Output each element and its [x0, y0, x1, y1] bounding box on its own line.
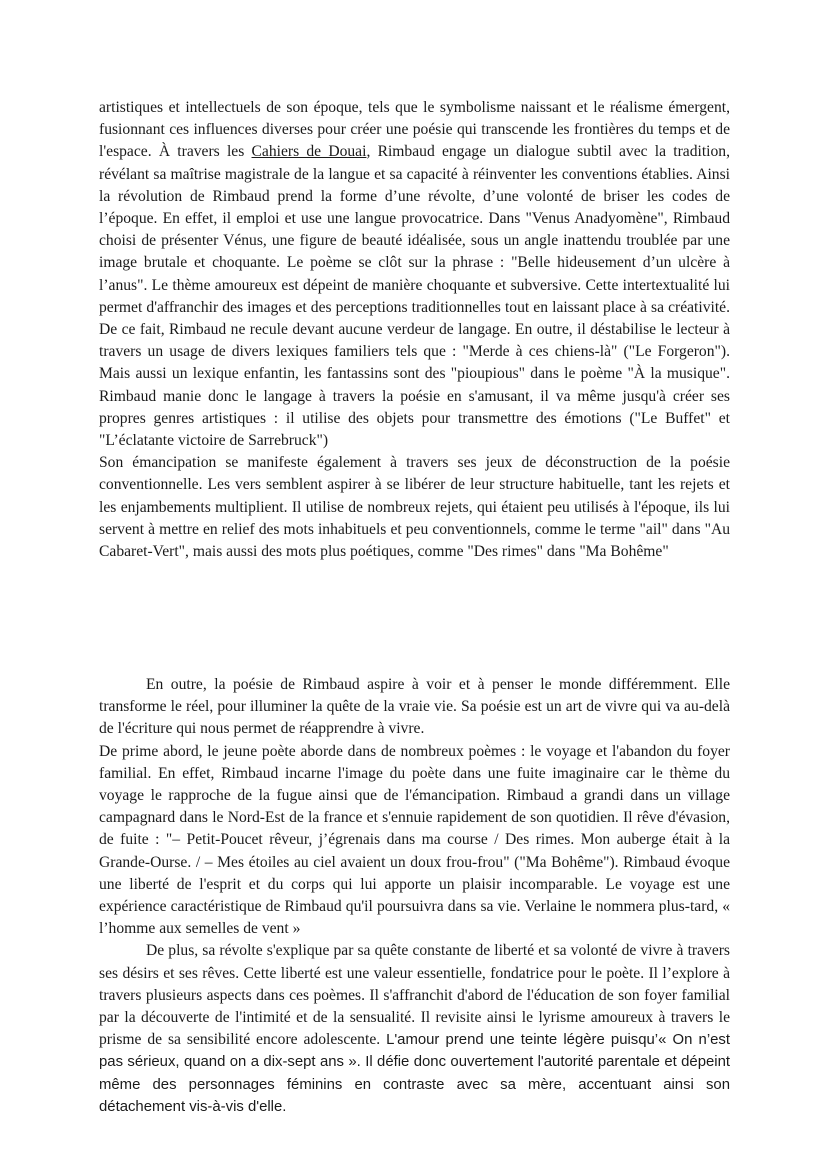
paragraph: En outre, la poésie de Rimbaud aspire à voir et à penser le monde différemment. Elle transforme le réel, pour illuminer la quête de la vraie vie. Sa poésie est un art de vivre qui va au-delà de l'écriture qui nous permet de réapprendre à vivre.: [99, 676, 730, 738]
paragraph: artistiques et intellectuels de son époque, tels que le symbolisme naissant et le réalisme émergent, fusionnant ces influences diverses pour créer une poésie qui transcende les frontières du temps et de l'espace. À travers les Cahiers de Douai, Rimbaud engage un dialogue subtil avec la tradition, révélant sa maîtrise magistrale de la langue et sa capacité à réinventer les conventions établies. Ainsi la révolution de Rimbaud prend la forme d’une révolte, d’une volonté de briser les codes de l’époque. En effet, il emploi et use une langue provocatrice. Dans "Venus Anadyomène", Rimbaud choisi de présenter Vénus, une figure de beauté idéalisée, sous un angle inattendu troublée par une image brutale et choquante. Le poème se clôt sur la phrase : "Belle hideusement d’un ulcère à l’anus". Le thème amoureux est dépeint de manière choquante et subversive. Cette intertextualité lui permet d'affranchir des images et des perceptions traditionnelles tout en laissant place à sa créativité. De ce fait, Rimbaud ne recule devant aucune verdeur de langage. En outre, il déstabilise le lecteur à travers un usage de divers lexiques familiers tels que : "Merde à ces chiens-là" ("Le Forgeron"). Mais aussi un lexique enfantin, les fantassins sont des "pioupious" dans le poème "À la musique". Rimbaud manie donc le langage à travers la poésie en s'amusant, il va même jusqu'à créer ses propres genres artistiques : il utilise des objets pour transmettre des émotions ("Le Buffet" et "L’éclatante victoire de Sarrebruck"): [99, 99, 730, 450]
paragraph: De plus, sa révolte s'explique par sa quête constante de liberté et sa volonté de vivre à travers ses désirs et ses rêves. Cette liberté est une valeur essentielle, fondatrice pour le poète. Il l’explore à travers plusieurs aspects dans ces poèmes. Il s'affranchit d'abord de l'éducation de son foyer familial par la découverte de l'intimité et de la sensualité. Il revisite ainsi le lyrisme amoureux à travers le prisme de sa sensibilité encore adolescente. L'amour prend une teinte légère puisqu’« On n’est pas sérieux, quand on a dix-sept ans ». Il défie donc ouvertement l'autorité parentale et dépeint même des personnages féminins en contraste avec sa mère, accentuant ainsi son détachement vis-à-vis d'elle.: [99, 942, 730, 1115]
paragraph: De prime abord, le jeune poète aborde dans de nombreux poèmes : le voyage et l'abandon du foyer familial. En effet, Rimbaud incarne l'image du poète dans une fuite imaginaire car le thème du voyage le rapproche de la fugue ainsi que de l'émancipation. Rimbaud a grandi dans un village campagnard dans le Nord-Est de la france et s'ennuie rapidement de son quotidien. Il rêve d'évasion, de fuite : "– Petit-Poucet rêveur, j’égrenais dans ma course / Des rimes. Mon auberge était à la Grande-Ourse. / – Mes étoiles au ciel avaient un doux frou-frou" ("Ma Bohême"). Rimbaud évoque une liberté de l'esprit et du corps qui lui apporte un plaisir incomparable. Le voyage est une expérience caractéristique de Rimbaud qu'il poursuivra dans sa vie. Verlaine le nommera plus-tard, « l’homme aux semelles de vent »: [99, 742, 730, 938]
section-one: [99, 97, 730, 563]
section-two: [99, 674, 730, 1118]
book-title-link: Cahiers de Douai: [251, 143, 367, 161]
paragraph: Son émancipation se manifeste également à travers ses jeux de déconstruction de la poésie conventionnelle. Les vers semblent aspirer à se libérer de leur structure habituelle, tant les rejets et les enjambements multiplient. Il utilise de nombreux rejets, qui étaient peu utilisés à l'époque, ils lui servent à mettre en relief des mots inhabituels et peu conventionnels, comme le terme "ail" dans "Au Cabaret-Vert", mais aussi des mots plus poétiques, comme "Des rimes" dans "Ma Bohême": [99, 454, 730, 561]
